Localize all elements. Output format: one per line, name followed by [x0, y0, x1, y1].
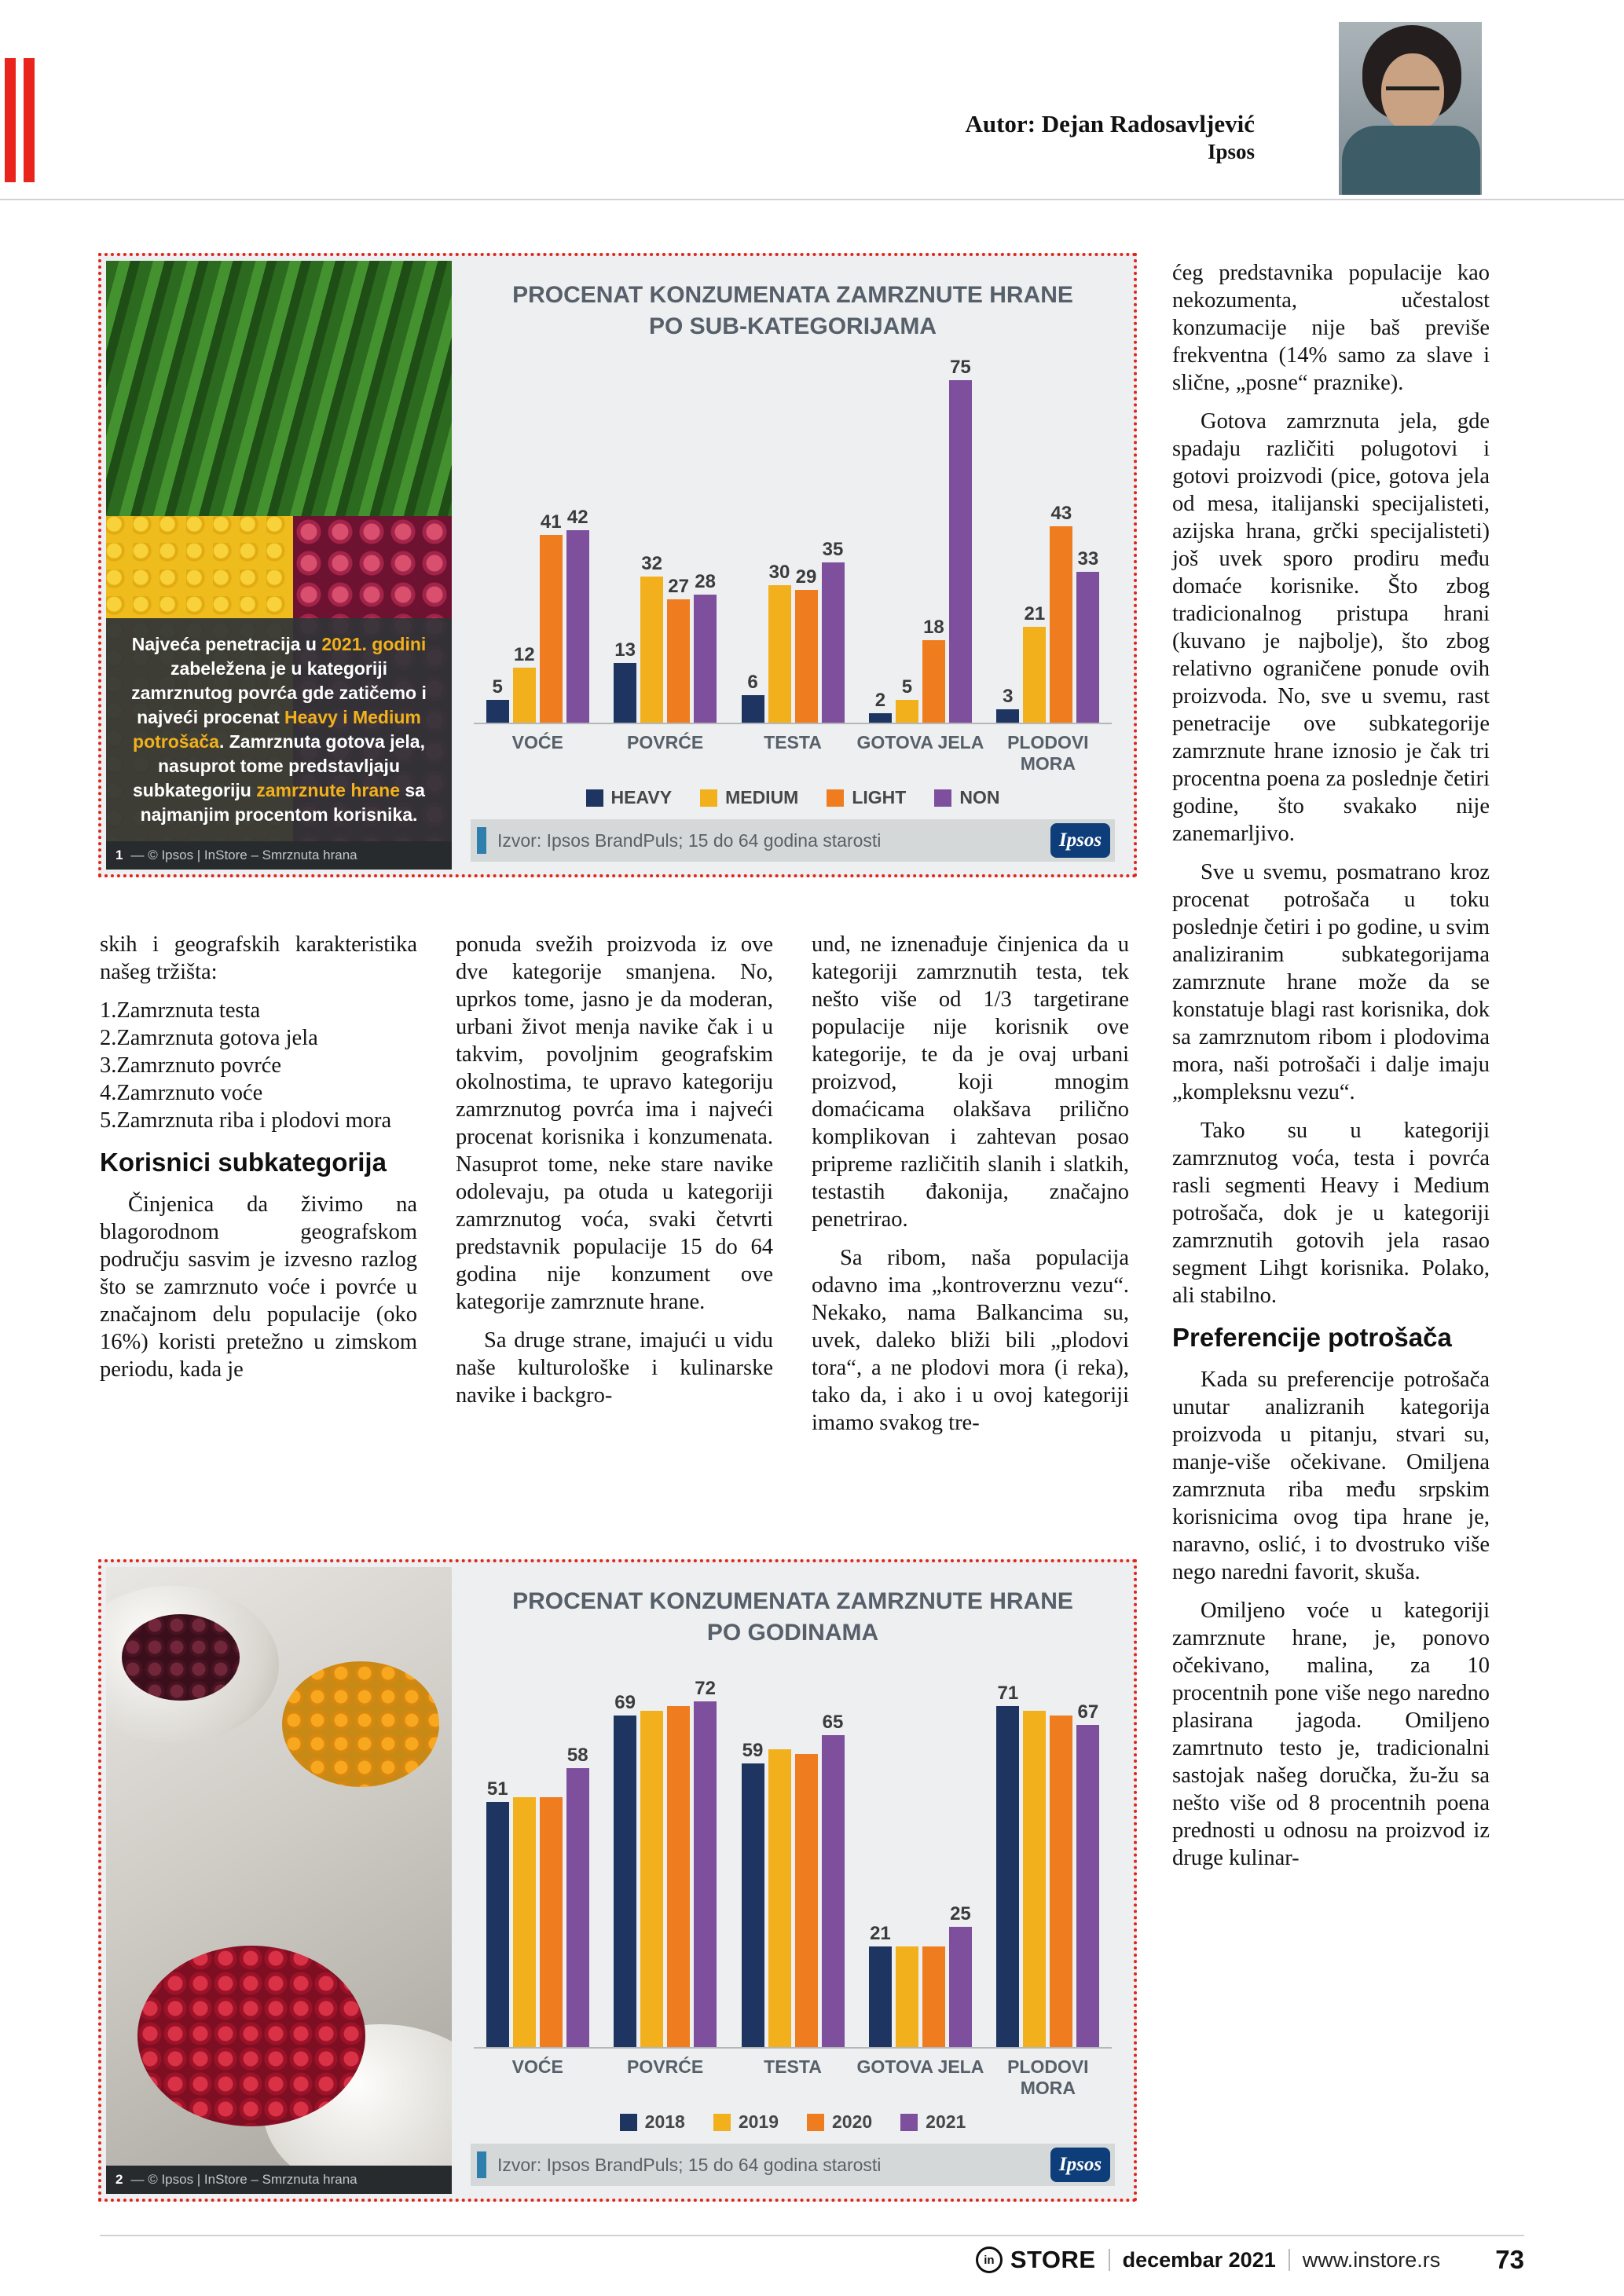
bar-value-label: 25 [950, 1903, 971, 1925]
figure1-credit [106, 841, 452, 870]
bar-medium [1023, 627, 1046, 723]
bar-value-label: 18 [923, 617, 944, 639]
bar-wrap [540, 357, 563, 723]
figure-2 [98, 1559, 1137, 2202]
bar-wrap [513, 1663, 536, 2047]
bar-2019 [896, 1946, 918, 2047]
bar-medium [896, 700, 918, 723]
bar-value-label: 65 [822, 1711, 844, 1733]
caption-text: . Zamrznuta gotova jela, nasuprot tome predstavljaju subkategoriju [133, 731, 425, 800]
bar-wrap [486, 1663, 509, 2047]
bar-wrap [768, 1663, 791, 2047]
chart-title: PROCENAT KONZUMENATA ZAMRZNUTE HRANE PO SUB-KATEGORIJAMA [512, 282, 1073, 339]
bar-2019 [1023, 1711, 1046, 2047]
list-item: 3.Zamrznuto povrće [100, 1053, 282, 1078]
bar-wrap [896, 1663, 918, 2047]
legend-swatch [900, 2114, 918, 2131]
bar-2019 [640, 1711, 663, 2047]
figure1-photo-panel [106, 261, 452, 870]
bar-light [540, 535, 563, 723]
bar-value-label: 71 [997, 1683, 1019, 1705]
author-photo [1339, 22, 1482, 195]
bar-value-label: 3 [1003, 685, 1014, 707]
bar-value-label: 28 [695, 570, 716, 592]
paragraph: Omiljeno voće u kategoriji zamrznute hrane, je, ponovo očekivano, malina, za 10 procentnih pone više nego naredno plasirana jagoda. Omiljeno zamrtnuto testo je, tradicionalni sastojak našeg doručka, žu-žu sa nešto više od 8 procentnih poena prednosti u odnosu na proizvod iz druge kulinar- [1172, 1598, 1490, 1870]
ipsos-logo: Ipsos [1050, 2148, 1110, 2182]
text-column-2 [456, 931, 773, 1420]
bar-value-label: 42 [566, 507, 588, 529]
author-org: Ipsos [1207, 140, 1255, 163]
bar-wrap [640, 1663, 663, 2047]
legend-label: 2018 [644, 2111, 685, 2132]
legend-item-heavy [586, 787, 673, 808]
bar-wrap [922, 1663, 945, 2047]
legend-swatch [586, 789, 603, 807]
legend-item-light [827, 787, 906, 808]
red-stripe [5, 58, 16, 182]
bar-medium [513, 668, 536, 723]
category-label: GOTOVA JELA [856, 732, 984, 753]
bar-group-povrće [601, 1663, 728, 2047]
bar-wrap [694, 357, 717, 723]
bar-light [795, 590, 818, 723]
bar-2020 [540, 1797, 563, 2047]
figure2-chart [452, 1567, 1129, 2194]
bar-value-label: 30 [768, 562, 790, 584]
bar-wrap [640, 357, 663, 723]
sea-buckthorn-photo [282, 1661, 439, 1787]
bar-non [694, 595, 717, 723]
footer-rule [100, 2235, 1524, 2236]
author-block [965, 110, 1255, 164]
bar-wrap [614, 357, 636, 723]
bar-2021 [822, 1735, 845, 2047]
paragraph: Tako su u kategoriji zamrznutog voća, testa i povrća rasli segmenti Heavy i Medium potrošača, dok je u kategoriji zamrznutih gotovih jela rasao segment Lihgt korisnika. Polako, ali stabilno. [1172, 1119, 1490, 1308]
bar-value-label: 6 [747, 672, 758, 694]
paragraph: und, ne iznenađuje činjenica da u kategoriji zamrznutih testa, tek nešto više od 1/3 targetirane populacije nije korisnik ove kategorije, te da je ovaj urbani proizvod, koji mnogim domaćicama olakšava prilično komplikovan i zahtevan posao pripreme različitih slanih i slatkih, testastih đakonija, značajno penetrirao. [812, 932, 1129, 1232]
bar-2020 [1050, 1716, 1072, 2047]
legend-label: MEDIUM [725, 787, 799, 807]
chart-source-bar [471, 819, 1115, 862]
figure2-photo-mosaic [106, 1567, 452, 2166]
bar-wrap [614, 1663, 636, 2047]
bar-group-gotova-jela [856, 1663, 984, 2047]
bar-heavy [614, 663, 636, 723]
instore-logo-icon [976, 2247, 1003, 2273]
bar-wrap [694, 1663, 717, 2047]
bar-2020 [795, 1754, 818, 2047]
bar-non [822, 562, 845, 723]
bar-value-label: 5 [492, 676, 503, 698]
chart-plot [474, 1663, 1112, 2049]
bar-wrap [822, 1663, 845, 2047]
section-heading-preferencije: Preferencije potrošača [1172, 1323, 1452, 1352]
caption-highlight: 2021. godini [321, 634, 427, 654]
legend-label: 2020 [832, 2111, 873, 2132]
bar-value-label: 13 [614, 639, 636, 661]
legend-label: NON [959, 787, 1000, 807]
bar-medium [768, 585, 791, 723]
bar-non [566, 530, 589, 723]
bar-wrap [566, 357, 589, 723]
source-accent-icon [477, 2151, 486, 2178]
bar-wrap [922, 357, 945, 723]
legend-item-2020 [807, 2111, 872, 2133]
legend-swatch [827, 789, 844, 807]
paragraph: Kada su preferencije potrošača unutar analizranih kategorija proizvoda u pitanju, stvari su, manje-više očekivane. Omiljena zamrznuta riba među srpskim korisnicima ovog tipa hrane je, naravno, oslić, i to dvostruko više nego naredni favorit, skuša. [1172, 1368, 1490, 1584]
bar-2019 [513, 1797, 536, 2047]
author-name: Autor: Dejan Radosavljević [965, 110, 1255, 137]
bar-wrap [795, 1663, 818, 2047]
bar-light [922, 640, 945, 723]
caption-highlight: Heavy i Medium potrošača [133, 707, 421, 752]
footer-divider [1289, 2249, 1290, 2271]
ipsos-logo: Ipsos [1050, 823, 1110, 858]
bar-value-label: 41 [540, 511, 562, 533]
bar-value-label: 58 [566, 1745, 588, 1767]
bar-value-label: 43 [1050, 502, 1072, 524]
chart-title: PROCENAT KONZUMENATA ZAMRZNUTE HRANE PO GODINAMA [512, 1588, 1073, 1646]
section-heading-korisnici: Korisnici subkategorija [100, 1148, 387, 1177]
source-text: Izvor: Ipsos BrandPuls; 15 do 64 godina starosti [497, 2154, 882, 2175]
legend-swatch [807, 2114, 824, 2131]
bar-heavy [742, 695, 764, 723]
bar-wrap [768, 357, 791, 723]
bar-wrap [996, 357, 1019, 723]
bar-2018 [869, 1946, 892, 2047]
bar-value-label: 29 [795, 566, 817, 588]
figure-number: 2 [115, 2172, 123, 2187]
list-item: 1.Zamrznuta testa [100, 998, 261, 1023]
dark-berries-photo [122, 1614, 240, 1701]
bar-value-label: 51 [486, 1778, 508, 1800]
red-currants-photo [137, 1946, 365, 2126]
legend-swatch [620, 2114, 637, 2131]
chart-source-bar [471, 2144, 1115, 2186]
figure1-photo-mosaic [106, 261, 452, 841]
bar-group-plodovi-mora [984, 1663, 1112, 2047]
footer-site-url: www.instore.rs [1302, 2247, 1441, 2272]
chart-plot [474, 357, 1112, 724]
figure-credit-text: — © Ipsos | InStore – Smrznuta hrana [130, 2172, 357, 2187]
list-item: 2.Zamrznuta gotova jela [100, 1026, 318, 1050]
footer-brand: STORE [1010, 2246, 1096, 2273]
green-beans-photo [106, 261, 452, 516]
bar-value-label: 72 [695, 1677, 716, 1699]
bar-group-gotova-jela [856, 357, 984, 723]
figure-1 [98, 253, 1137, 877]
category-label: GOTOVA JELA [856, 2056, 984, 2077]
category-label: TESTA [764, 732, 822, 753]
bar-heavy [486, 700, 509, 723]
legend-item-2021 [900, 2111, 966, 2133]
bar-value-label: 59 [742, 1740, 764, 1762]
instore-logo-text: in [984, 2253, 995, 2267]
bar-group-plodovi-mora [984, 357, 1112, 723]
bar-wrap [1076, 357, 1099, 723]
bar-2021 [566, 1768, 589, 2047]
bar-group-voće [474, 1663, 601, 2047]
bar-wrap [1076, 1663, 1099, 2047]
right-column [1172, 259, 1490, 1883]
bar-value-label: 32 [641, 552, 662, 574]
bar-light [667, 599, 690, 723]
paragraph: Sa ribom, naša populacija odavno ima „kontroverznu vezu“. Nekako, nama Balkancima su, uvek, daleko bliži bili „plodovi tora“, a ne plodovi mora (i reka), tako da, i ako i u ovoj kategoriji imamo svakog tre- [812, 1246, 1129, 1435]
bar-wrap [513, 357, 536, 723]
bar-wrap [540, 1663, 563, 2047]
paragraph: Sa druge strane, imajući u vidu naše kulturološke i kulinarske navike i backgro- [456, 1328, 773, 1408]
bar-group-povrće [601, 357, 728, 723]
paragraph: ćeg predstavnika populacije kao nekozumenta, učestalost konzumacije nije baš previše frekventna (14% samo za slave i slične, „posne“ praznike). [1172, 261, 1490, 395]
source-accent-icon [477, 827, 486, 854]
figure-credit-text: — © Ipsos | InStore – Smrznuta hrana [130, 848, 357, 862]
footer [100, 2245, 1524, 2275]
bar-wrap [869, 1663, 892, 2047]
caption-text: Najveća penetracija u [131, 634, 322, 654]
red-stripe [24, 58, 35, 182]
bar-value-label: 75 [950, 357, 971, 378]
bar-wrap [1023, 1663, 1046, 2047]
caption-text: sa najmanjim procentom korisnika. [140, 780, 425, 825]
legend-label: 2019 [738, 2111, 779, 2132]
bar-wrap [742, 1663, 764, 2047]
bar-wrap [1050, 357, 1072, 723]
bar-light [1050, 526, 1072, 723]
bar-value-label: 2 [874, 690, 886, 712]
footer-divider [1109, 2249, 1110, 2271]
category-label: TESTA [764, 2056, 822, 2077]
category-label: PLODOVI MORA [1007, 732, 1089, 774]
bar-2020 [922, 1946, 945, 2047]
bar-heavy [869, 713, 892, 723]
bar-wrap [795, 357, 818, 723]
bar-group-voće [474, 357, 601, 723]
bar-value-label: 21 [870, 1922, 891, 1944]
bar-2018 [614, 1716, 636, 2047]
bar-wrap [1023, 357, 1046, 723]
chart-categories [474, 2056, 1112, 2099]
figure2-credit [106, 2166, 452, 2194]
category-label: VOĆE [511, 732, 563, 753]
bar-wrap [566, 1663, 589, 2047]
bar-wrap [486, 357, 509, 723]
legend-swatch [713, 2114, 731, 2131]
chart-categories [474, 732, 1112, 774]
bar-wrap [667, 357, 690, 723]
bar-2018 [742, 1763, 764, 2047]
bar-wrap [822, 357, 845, 723]
bar-2021 [1076, 1725, 1099, 2047]
bar-non [1076, 572, 1099, 723]
bar-2020 [667, 1706, 690, 2047]
bar-wrap [1050, 1663, 1072, 2047]
chart-legend [471, 2111, 1115, 2133]
bar-group-testa [729, 1663, 856, 2047]
list-item: 5.Zamrznuta riba i plodovi mora [100, 1108, 392, 1133]
legend-swatch [934, 789, 951, 807]
legend-label: LIGHT [852, 787, 907, 807]
bar-wrap [949, 357, 972, 723]
paragraph: ponuda svežih proizvoda iz ove dve kategorije smanjena. No, uprkos tome, jasno je da moderan, urbani život menja navike čak i u takvim, povoljnim geografskim okolnostima, te upravo kategoriju zamrznutog povrća ima i najveći procenat korisnika i konzumenata. Nasuprot tome, neke stare navike odolevaju, pa otuda u kategoriji zamrznutog voća, svaki četvrti predstavnik populacije 15 do 64 godina nije konzument ove kategorije zamrznute hrane. [456, 932, 773, 1314]
photo-jacket [1342, 126, 1480, 195]
bar-wrap [667, 1663, 690, 2047]
bar-wrap [996, 1663, 1019, 2047]
photo-glasses [1386, 86, 1439, 96]
subcategory-list [100, 997, 417, 1134]
figure1-caption [106, 618, 452, 841]
legend-label: HEAVY [610, 787, 673, 807]
bar-2019 [768, 1749, 791, 2047]
bar-value-label: 5 [901, 676, 913, 698]
paragraph: skih i geografskih karakteristika našeg tržišta: [100, 932, 417, 984]
category-label: POVRĆE [627, 2056, 704, 2077]
bar-medium [640, 577, 663, 723]
caption-text: zabeležena je u kategoriji zamrznutog povrća gde zatičemo i najveći procenat [131, 658, 427, 727]
bar-value-label: 67 [1077, 1701, 1099, 1723]
bar-wrap [896, 357, 918, 723]
bar-2021 [949, 1927, 972, 2047]
figure1-chart [452, 261, 1129, 870]
bar-value-label: 27 [668, 575, 689, 597]
category-label: PLODOVI MORA [1007, 2056, 1089, 2098]
bar-wrap [949, 1663, 972, 2047]
legend-swatch [700, 789, 717, 807]
bar-value-label: 33 [1077, 547, 1099, 569]
caption-highlight: zamrznute hrane [256, 780, 400, 800]
text-column-3 [812, 931, 1129, 1448]
chart-legend [471, 787, 1115, 808]
legend-item-2019 [713, 2111, 779, 2133]
legend-item-2018 [620, 2111, 685, 2133]
bar-value-label: 35 [822, 539, 844, 561]
page-number: 73 [1495, 2245, 1524, 2274]
bar-value-label: 69 [614, 1692, 636, 1714]
bar-heavy [996, 709, 1019, 723]
source-text: Izvor: Ipsos BrandPuls; 15 do 64 godina starosti [497, 829, 882, 851]
bar-value-label: 21 [1024, 602, 1046, 624]
paragraph: Sve u svemu, posmatrano kroz procenat potrošača u toku poslednje četiri i po godine, u svim analiziranim subkategorijama zamrznute hrane može da se konstatuje blagi rast korisnika, dok sa zamrznutom ribom i plodovima mora, naši potrošači i dalje imaju „kompleksnu vezu“. [1172, 860, 1490, 1104]
bar-2018 [996, 1706, 1019, 2047]
bar-2021 [694, 1701, 717, 2047]
legend-label: 2021 [926, 2111, 966, 2132]
bar-non [949, 380, 972, 723]
bar-value-label: 12 [513, 644, 535, 666]
category-label: VOĆE [511, 2056, 563, 2077]
bar-wrap [869, 357, 892, 723]
text-column-1 [100, 931, 417, 1394]
bar-wrap [742, 357, 764, 723]
footer-issue: decembar 2021 [1122, 2247, 1276, 2272]
category-label: POVRĆE [627, 732, 704, 753]
figure2-photo-panel [106, 1567, 452, 2194]
paragraph: Gotova zamrznuta jela, gde spadaju različiti polugotovi i gotovi proizvodi (pice, gotova jela od mesa, italijanski specijalisteti, azijska hrana, grčki specijalisteti) još uvek sporo prodiru među domaće korisnike. Što zbog tradicionalnog pristupa hrani (kuvano je najbolje), što zbog relativno ograničene ponude ovih proizvoda. No, sve u svemu, rast penetracije ove subkategorije zamrznute hrane iznosio je čak tri procentna poena za poslednje četiri godine, što svakako nije zanemarljivo. [1172, 409, 1490, 846]
legend-item-non [934, 787, 999, 808]
list-item: 4.Zamrznuto voće [100, 1081, 263, 1105]
legend-item-medium [700, 787, 798, 808]
paragraph: Činjenica da živimo na blagorodnom geografskom području sasvim je izvesno razlog što se zamrznuto voće i povrće u značajnom delu populacije (oko 16%) koristi pretežno u zimskom periodu, kada je [100, 1192, 417, 1382]
header-rule [0, 199, 1624, 200]
figure-number: 1 [115, 848, 123, 862]
bar-group-testa [729, 357, 856, 723]
bar-2018 [486, 1802, 509, 2047]
